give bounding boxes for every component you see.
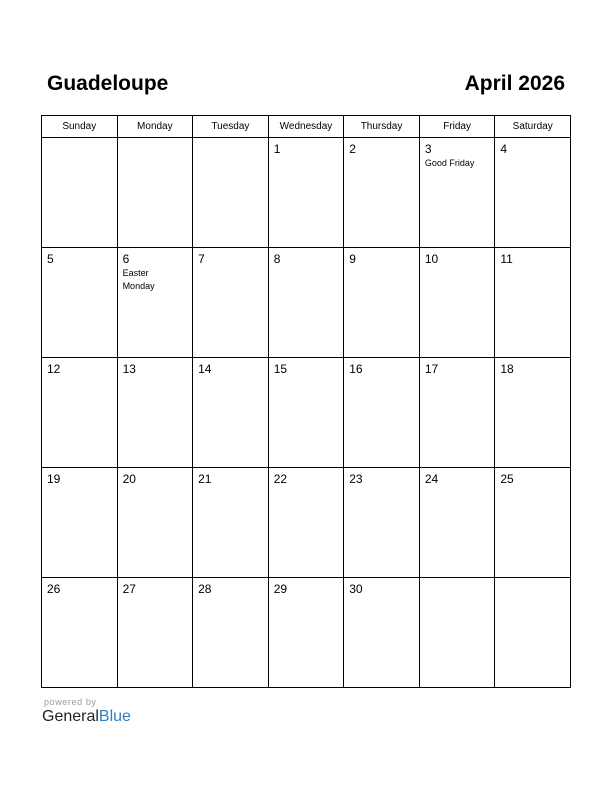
day-cell [344,138,420,248]
day-cell [419,578,495,688]
day-cell [419,248,495,358]
day-cell [495,578,571,688]
day-number: 6 [122,252,130,266]
day-cell [268,468,344,578]
day-cell [117,138,193,248]
day-number: 5 [47,252,54,266]
weekday-header: Thursday [344,116,420,138]
week-row [42,578,571,688]
day-number: 10 [424,252,439,266]
generalblue-logo[interactable] [42,708,131,726]
day-cell [117,578,193,688]
holiday-label: Easter Monday [122,268,155,291]
day-cell [419,468,495,578]
day-cell [42,248,118,358]
day-cell [42,358,118,468]
calendar-month-title: April 2026 [464,72,565,95]
day-cell [344,468,420,578]
day-number: 23 [349,472,363,486]
day-number: 8 [273,252,281,266]
weekday-header: Wednesday [268,116,344,138]
weekday-header: Monday [117,116,193,138]
day-number: 11 [500,252,513,266]
day-number: 16 [349,362,363,376]
holiday-label: Good Friday [424,158,475,168]
week-row [42,468,571,578]
day-number: 29 [273,582,288,596]
day-number: 3 [424,142,432,156]
day-number: 9 [349,252,356,266]
day-cell [42,468,118,578]
day-number: 7 [198,252,205,266]
day-number: 4 [500,142,508,156]
calendar-country-title: Guadeloupe [47,72,169,95]
day-cell [268,358,344,468]
day-cell [268,248,344,358]
weekday-header: Saturday [495,116,571,138]
week-row [42,248,571,358]
day-cell [495,468,571,578]
day-number: 26 [47,582,61,596]
day-cell [419,358,495,468]
day-number: 19 [47,472,61,486]
day-cell [193,358,269,468]
day-cell [495,138,571,248]
logo-text-general: General [42,708,99,725]
week-row [42,358,571,468]
day-number: 18 [500,362,514,376]
weekday-header: Friday [419,116,495,138]
day-number: 17 [424,362,439,376]
day-number: 27 [122,582,136,596]
weekday-header: Tuesday [193,116,269,138]
day-number: 12 [47,362,61,376]
day-cell [193,138,269,248]
day-number: 14 [198,362,212,376]
day-cell [495,248,571,358]
day-cell [117,248,193,358]
week-row [42,138,571,248]
day-number: 30 [349,582,363,596]
day-number: 28 [198,582,212,596]
weekday-header: Sunday [42,116,118,138]
day-number: 1 [273,142,281,156]
day-cell [193,248,269,358]
day-number: 20 [122,472,136,486]
day-number: 21 [198,472,212,486]
day-number: 25 [500,472,514,486]
day-number: 22 [273,472,288,486]
day-cell [419,138,495,248]
day-cell [268,578,344,688]
day-cell [344,358,420,468]
day-cell [344,578,420,688]
day-cell [344,248,420,358]
day-cell [42,578,118,688]
calendar-grid [41,115,571,688]
powered-by-text: powered by [44,697,97,707]
day-number: 13 [122,362,136,376]
day-cell [117,468,193,578]
day-cell [42,138,118,248]
logo-text-blue: Blue [98,708,131,725]
weekday-header-row [42,116,571,138]
day-cell [193,468,269,578]
day-cell [117,358,193,468]
day-number: 15 [273,362,288,376]
day-cell [495,358,571,468]
day-cell [193,578,269,688]
day-cell [268,138,344,248]
day-number: 24 [424,472,439,486]
day-number: 2 [349,142,356,156]
